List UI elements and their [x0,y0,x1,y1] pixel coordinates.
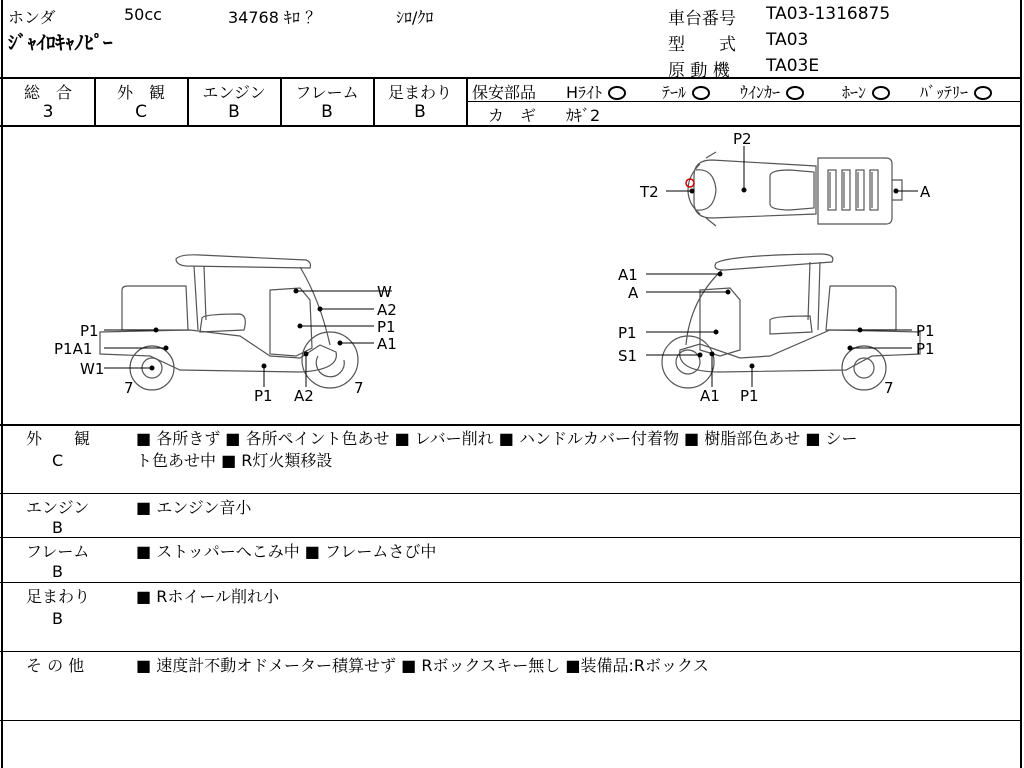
type-value: TA03 [766,30,809,50]
grade-overall-value: 3 [42,102,54,122]
grade-frame-value: B [321,102,333,122]
label-P1-left-r: P1 [618,324,637,342]
ok-mark-icon [872,86,890,100]
ok-mark-icon [608,86,626,100]
model-name: ｼﾞｬｲﾛｷｬﾉﾋﾟｰ [8,32,113,54]
mileage: 34768 ｷﾛ ？ [228,8,322,27]
grade-suspension-value: B [414,102,426,122]
remark-other-text: ■ 速度計不動オドメーター積算せず ■ Rボックスキー無し ■装備品:Rボックス [136,656,709,675]
label-A1-bottom: A1 [700,387,720,405]
grade-exterior-label: 外 観 [116,83,165,102]
label-P2: P2 [733,130,752,148]
remark-engine-grade: B [52,518,63,537]
scooter-left-view [100,255,358,390]
safety-battery: ﾊﾞｯﾃﾘｰ [920,80,992,103]
label-P1-bottom: P1 [254,387,273,405]
remark-suspension-text: ■ Rホイール削れ小 [136,587,280,606]
label-7-r: 7 [884,379,894,397]
safety-horn: ﾎｰﾝ [842,80,890,103]
safety-headlight: Hﾗｲﾄ [566,80,626,103]
engine-model-value: TA03E [766,56,820,76]
label-T2: T2 [640,183,659,201]
remark-suspension-label: 足まわり [26,587,91,606]
label-P1-r1: P1 [916,322,935,340]
label-S1: S1 [618,347,638,365]
key-label: カ ギ [488,106,537,125]
ok-mark-icon [786,86,804,100]
label-7-left: 7 [124,379,134,397]
remark-exterior-line1: ■ 各所きず ■ 各所ペイント色あせ ■ レバー削れ ■ ハンドルカバー付着物 ■ 樹脂部色あせ ■ シー [136,429,858,448]
displacement: 50cc [124,5,162,24]
label-A2-top: A2 [377,301,397,319]
safety-label: 保安部品 [472,83,537,102]
remark-frame-grade: B [52,562,63,581]
label-P1-bottom-r: P1 [740,387,759,405]
maker: ホンダ [8,8,56,27]
label-W1: W1 [80,360,105,378]
label-A: A [628,284,639,302]
ok-mark-icon [974,86,992,100]
remark-engine-label: エンジン [26,498,90,517]
safety-tail: ﾃｰﾙ [662,80,710,103]
remark-exterior-label: 外 観 [26,429,91,448]
label-P1-left: P1 [80,322,99,340]
label-7-right: 7 [354,379,364,397]
label-A1-top: A1 [618,266,638,284]
grade-engine-label: エンジン [202,83,266,102]
grade-suspension-label: 足まわり [387,83,452,102]
grade-frame-label: フレーム [295,83,359,102]
remark-suspension-grade: B [52,609,63,628]
remark-engine-text: ■ エンジン音小 [136,498,252,517]
label-W: W [377,283,392,301]
label-P1A1: P1A1 [54,340,93,358]
chassis-value: TA03-1316875 [766,4,891,24]
label-A-top: A [920,183,931,201]
body-color: ｼﾛ/ｸﾛ [396,8,434,27]
safety-winker: ｳｲﾝｶｰ [740,80,804,103]
ok-mark-icon [692,86,710,100]
scooter-top-view [688,152,902,226]
remark-frame-text: ■ ストッパーへこみ中 ■ フレームさび中 [136,542,437,561]
label-A2-bottom: A2 [294,387,314,405]
label-A1-right: A1 [377,335,397,353]
label-P1-r2: P1 [916,340,935,358]
key-value: ｶｷﾞ2 [566,106,601,125]
engine-model-label: 原 動 機 [668,61,730,81]
grade-overall-label: 総 合 [23,83,72,102]
damage-diagram [0,126,1022,424]
grade-engine-value: B [228,102,240,122]
label-P1-right: P1 [377,318,396,336]
remark-exterior-grade: C [52,451,64,470]
remark-exterior-line2: ト色あせ中 ■ R灯火類移設 [136,451,333,470]
grade-exterior-value: C [135,102,147,122]
remark-other-label: そ の 他 [26,656,85,675]
type-label: 型 式 [668,35,736,55]
chassis-label: 車台番号 [668,9,736,29]
remark-frame-label: フレーム [26,542,90,561]
